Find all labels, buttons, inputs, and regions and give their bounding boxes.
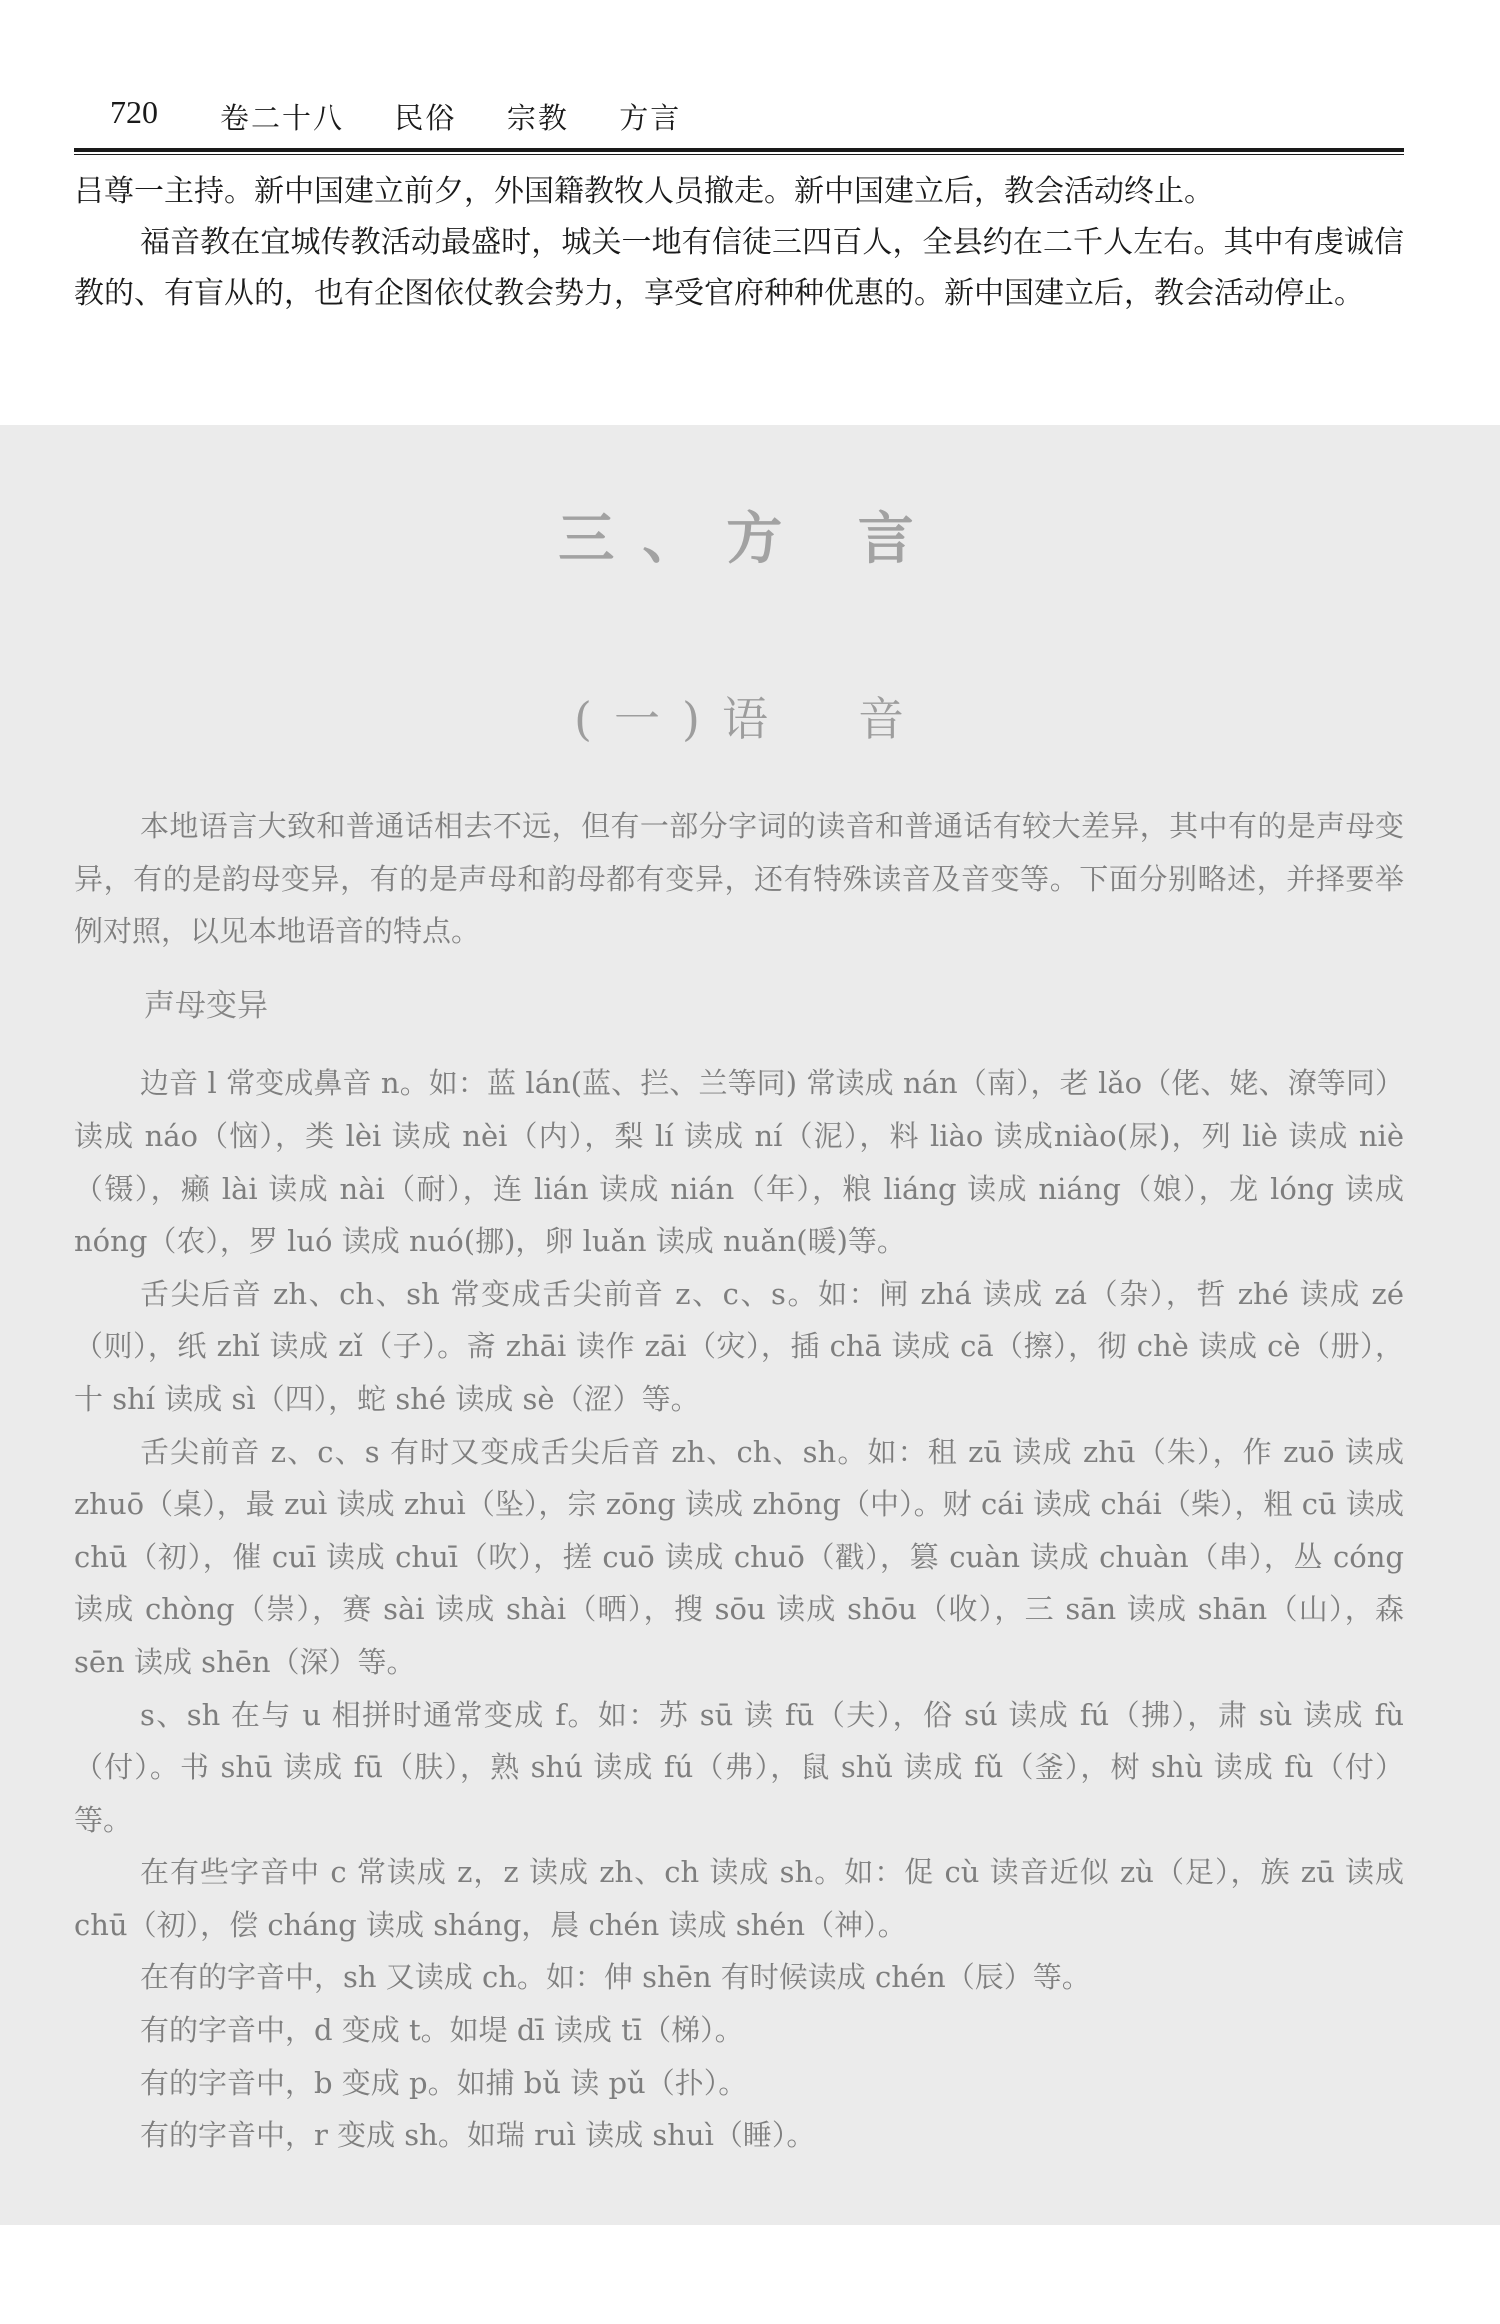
page-number: 720	[110, 94, 158, 130]
paragraph: 有的字音中，r 变成 sh。如瑞 ruì 读成 shuì（睡）。	[140, 2118, 816, 2153]
section-title: 三、方 言	[558, 506, 942, 572]
running-title: 卷二十八 民俗 宗教 方言	[220, 101, 682, 135]
paragraph: 有的字音中，d 变成 t。如堤 dī 读成 tī（梯）。	[140, 2013, 744, 2048]
paragraph: 舌尖后音 zh、ch、sh 常变成舌尖前音 z、c、s。如：闸 zhá 读成 zá（杂），哲 zhé 读成 zé（则），纸 zhǐ 读成 zǐ（子）。斋 zhāi 读作 zāi（灾），插 chā 读成 cā（擦），彻 chè 读成 cè（册），十 shí 读成 sì（四），蛇 shé 读成 sè（涩）等。	[74, 1276, 1404, 1416]
paragraph: 福音教在宜城传教活动最盛时，城关一地有信徒三四百人，全县约在二千人左右。其中有虔诚信教的、有盲从的，也有企图依仗教会势力，享受官府种种优惠的。新中国建立后，教会活动停止。	[74, 225, 1404, 311]
header-rule-thin	[74, 154, 1404, 155]
intro-paragraph: 本地语言大致和普通话相去不远，但有一部分字词的读音和普通话有较大差异，其中有的是声母变异，有的是韵母变异，有的是声母和韵母都有变异，还有特殊读音及音变等。下面分别略述，并择要举例对照，以见本地语音的特点。	[74, 809, 1404, 949]
paragraph: 在有的字音中，sh 又读成 ch。如：伸 shēn 有时候读成 chén（辰）等。	[140, 1960, 1091, 1995]
paragraph: 舌尖前音 z、c、s 有时又变成舌尖后音 zh、ch、sh。如：租 zū 读成 zhū（朱），作 zuō 读成 zhuō（桌），最 zuì 读成 zhuì（坠），宗 zōng 读成 zhōng（中）。财 cái 读成 chái（柴），粗 cū 读成 chū（初），催 cuī 读成 chuī（吹），搓 cuō 读成 chuō（戳），篡 cuàn 读成 chuàn（串），丛 cóng 读成 chòng（崇），赛 sài 读成 shài（晒），搜 sōu 读成 shōu（收），三 sān 读成 shān（山），森 sēn 读成 shēn（深）等。	[74, 1434, 1404, 1679]
section-body	[74, 800, 1404, 2162]
paragraph: 边音 l 常变成鼻音 n。如：蓝 lán(蓝、拦、兰等同) 常读成 nán（南），老 lǎo（佬、姥、潦等同）读成 náo（恼），类 lèi 读成 nèi（内），梨 lí 读成 ní（泥），料 liào 读成niào(尿)，列 liè 读成 niè（镊），癞 lài 读成 nài（耐），连 lián 读成 nián（年），粮 liáng 读成 niáng（娘），龙 lóng 读成 nóng（农），罗 luó 读成 nuó(挪)，卵 luǎn 读成 nuǎn(暖)等。	[74, 1066, 1404, 1259]
header-rule	[74, 148, 1404, 152]
top-text-block	[74, 166, 1404, 319]
paragraph: 吕尊一主持。新中国建立前夕，外国籍教牧人员撤走。新中国建立后，教会活动终止。	[74, 174, 1214, 209]
subheading: 声母变异	[144, 987, 268, 1024]
paragraph: 有的字音中，b 变成 p。如捕 bǔ 读 pǔ（扑）。	[140, 2065, 748, 2100]
page-header	[74, 94, 1404, 142]
paragraph: 在有些字音中 c 常读成 z，z 读成 zh、ch 读成 sh。如：促 cù 读音近似 zù（足），族 zū 读成 chū（初），偿 cháng 读成 sháng，晨 chén 读成 shén（神）。	[74, 1855, 1404, 1942]
subsection-title: (一)语 音	[574, 692, 926, 746]
paragraph: s、sh 在与 u 相拼时通常变成 f。如：苏 sū 读 fū（夫），俗 sú 读成 fú（拂），肃 sù 读成 fù（付）。书 shū 读成 fū（肤），熟 shú 读成 fú（弗），鼠 shǔ 读成 fǔ（釜），树 shù 读成 fù（付）等。	[74, 1697, 1404, 1837]
